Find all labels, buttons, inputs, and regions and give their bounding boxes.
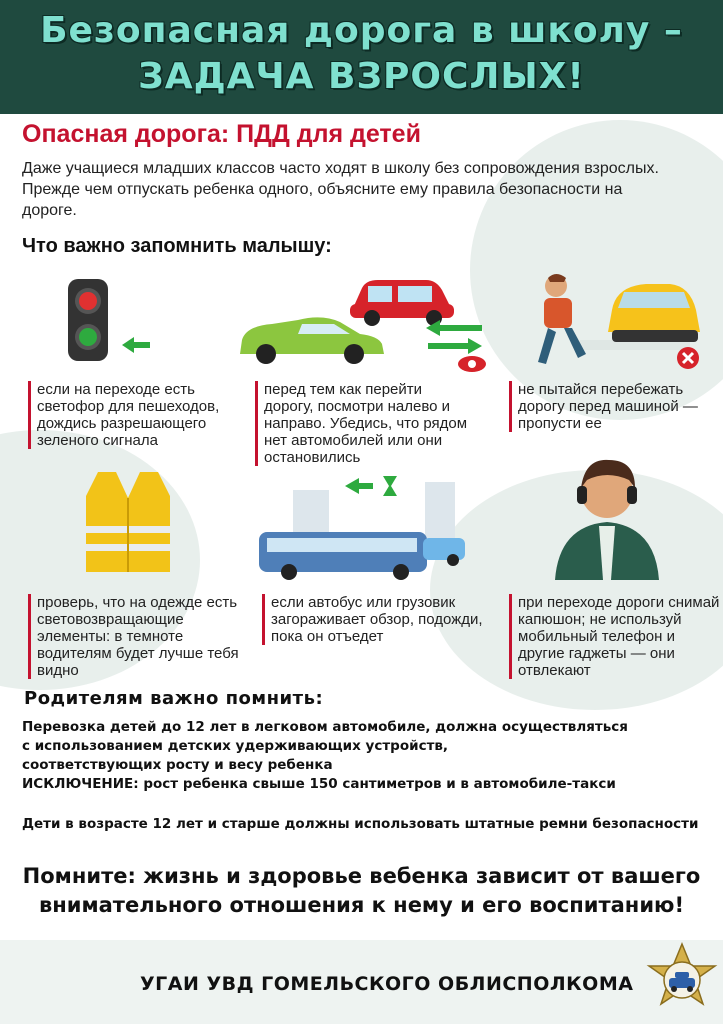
seat-belts-note: Дети в возрасте 12 лет и старше должны использовать штатные ремни безопасности bbox=[22, 816, 699, 832]
intro-paragraph: Даже учащиеся младших классов часто ходят в школу без сопровождения взрослых. Прежде чем отпускать ребенка одного, объясните ему правила безопасности на дороге. bbox=[22, 160, 659, 219]
remember-message bbox=[0, 862, 723, 920]
remember-line-2: внимательного отношения к нему и его воспитанию! bbox=[38, 893, 685, 917]
bus-icon bbox=[255, 466, 470, 581]
parents-rule-line: соответствующих росту и весу ребенка bbox=[22, 757, 333, 773]
page-title bbox=[0, 8, 723, 100]
parents-rule-line: ИСКЛЮЧЕНИЕ: рост ребенка свыше 150 сантиметров и в автомобиле-такси bbox=[22, 776, 616, 792]
parents-rules bbox=[22, 718, 702, 794]
parents-rule-line: с использованием детских удерживающих устройств, bbox=[22, 738, 449, 754]
parents-heading: Родителям важно помнить: bbox=[24, 688, 324, 709]
parents-rule-line: Перевозка детей до 12 лет в легковом автомобиле, должна осуществляться bbox=[22, 719, 628, 735]
tip-wait-for-bus: если автобус или грузовик загораживает обзор, подожди, пока он отъедет bbox=[262, 594, 486, 645]
tips-subheading: Что важно запомнить малышу: bbox=[22, 235, 332, 257]
police-emblem-icon bbox=[645, 942, 719, 1020]
remember-line-1: Помните: жизнь и здоровье вебенка зависит от вашего bbox=[22, 864, 701, 888]
footer-organization: УГАИ УВД ГОМЕЛЬСКОГО ОБЛИСПОЛКОМА bbox=[140, 973, 634, 995]
tip-traffic-light: если на переходе есть светофор для пешеходов, дождись разрешающего зеленого сигнала bbox=[28, 381, 249, 449]
running-boy-icon bbox=[520, 270, 710, 375]
tip-do-not-run: не пытайся перебежать дорогу перед машиной — пропусти ее bbox=[509, 381, 718, 432]
headphones-person-icon bbox=[545, 452, 670, 582]
tip-look-both-ways: перед тем как перейти дорогу, посмотри налево и направо. Убедись, что рядом нет автомобилей или они остановились bbox=[255, 381, 474, 466]
page-title-line-1: Безопасная дорога в школу – bbox=[40, 10, 683, 51]
car-icon bbox=[232, 268, 497, 378]
page-title-line-2: ЗАДАЧА ВЗРОСЛЫХ! bbox=[138, 56, 585, 97]
tip-reflective-elements: проверь, что на одежде есть световозвращающие элементы: в темноте водителям будет лучше тебя видно bbox=[28, 594, 247, 679]
reflective-vest-icon bbox=[78, 468, 178, 578]
tip-no-gadgets: при переходе дороги снимай капюшон; не используй мобильный телефон и другие гаджеты — они отвлекают bbox=[509, 594, 723, 679]
traffic-light-icon bbox=[62, 275, 162, 365]
page-header bbox=[0, 0, 723, 114]
section-title: Опасная дорога: ПДД для детей bbox=[22, 120, 421, 148]
